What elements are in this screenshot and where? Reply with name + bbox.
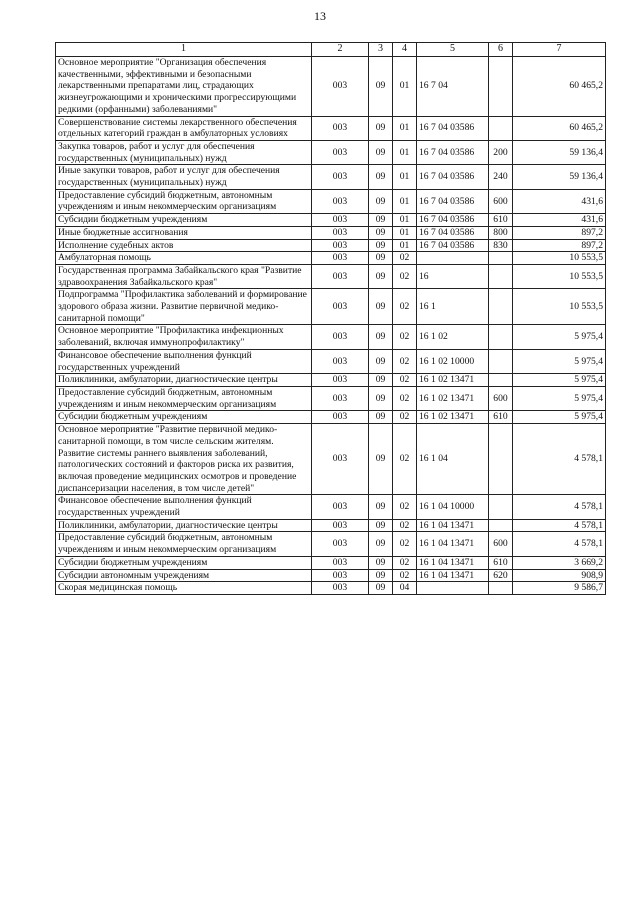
item-name-cell: Поликлиники, амбулатории, диагностические центры xyxy=(56,374,312,387)
admin-code-cell: 003 xyxy=(312,386,369,410)
section-cell: 09 xyxy=(369,289,393,325)
target-article-cell: 16 7 04 03586 xyxy=(417,165,489,189)
admin-code-cell: 003 xyxy=(312,214,369,227)
column-header: 4 xyxy=(393,43,417,57)
section-cell: 09 xyxy=(369,582,393,595)
subsection-cell: 02 xyxy=(393,532,417,556)
section-cell: 09 xyxy=(369,140,393,164)
section-cell: 09 xyxy=(369,569,393,582)
target-article-cell xyxy=(417,582,489,595)
subsection-cell: 01 xyxy=(393,239,417,252)
admin-code-cell: 003 xyxy=(312,252,369,265)
admin-code-cell: 003 xyxy=(312,239,369,252)
column-header: 3 xyxy=(369,43,393,57)
target-article-cell: 16 1 04 13471 xyxy=(417,519,489,532)
subsection-cell: 02 xyxy=(393,556,417,569)
subsection-cell: 02 xyxy=(393,289,417,325)
admin-code-cell: 003 xyxy=(312,495,369,519)
amount-cell: 5 975,4 xyxy=(513,411,606,424)
admin-code-cell: 003 xyxy=(312,569,369,582)
section-cell: 09 xyxy=(369,325,393,349)
table-body xyxy=(56,57,606,595)
target-article-cell: 16 7 04 03586 xyxy=(417,226,489,239)
amount-cell: 897,2 xyxy=(513,239,606,252)
admin-code-cell: 003 xyxy=(312,189,369,213)
target-article-cell: 16 1 02 10000 xyxy=(417,349,489,373)
section-cell: 09 xyxy=(369,189,393,213)
table-row xyxy=(56,116,606,140)
item-name-cell: Финансовое обеспечение выполнения функций государственных учреждений xyxy=(56,349,312,373)
target-article-cell: 16 1 02 xyxy=(417,325,489,349)
expense-type-cell: 800 xyxy=(489,226,513,239)
section-cell: 09 xyxy=(369,239,393,252)
expense-type-cell xyxy=(489,57,513,117)
admin-code-cell: 003 xyxy=(312,532,369,556)
expense-type-cell xyxy=(489,374,513,387)
target-article-cell: 16 7 04 03586 xyxy=(417,214,489,227)
amount-cell: 3 669,2 xyxy=(513,556,606,569)
expense-type-cell xyxy=(489,325,513,349)
amount-cell: 4 578,1 xyxy=(513,519,606,532)
subsection-cell: 02 xyxy=(393,374,417,387)
section-cell: 09 xyxy=(369,424,393,495)
column-header: 5 xyxy=(417,43,489,57)
item-name-cell: Государственная программа Забайкальского края "Развитие здравоохранения Забайкальского края" xyxy=(56,264,312,288)
target-article-cell: 16 7 04 03586 xyxy=(417,116,489,140)
subsection-cell: 02 xyxy=(393,349,417,373)
section-cell: 09 xyxy=(369,556,393,569)
item-name-cell: Предоставление субсидий бюджетным, автономным учреждениям и иным некоммерческим организациям xyxy=(56,532,312,556)
item-name-cell: Основное мероприятие "Развитие первичной медико-санитарной помощи, в том числе сельским жителям. Развитие системы раннего выявления заболеваний, патологических состояний и факторов риска их развития, включая проведение медицинских осмотров и проведение диспансеризации населения, в том числе детей" xyxy=(56,424,312,495)
subsection-cell: 02 xyxy=(393,264,417,288)
target-article-cell: 16 1 04 10000 xyxy=(417,495,489,519)
amount-cell: 60 465,2 xyxy=(513,116,606,140)
admin-code-cell: 003 xyxy=(312,374,369,387)
amount-cell: 5 975,4 xyxy=(513,325,606,349)
subsection-cell: 02 xyxy=(393,519,417,532)
expense-type-cell: 830 xyxy=(489,239,513,252)
subsection-cell: 02 xyxy=(393,411,417,424)
table-row xyxy=(56,424,606,495)
expense-type-cell: 610 xyxy=(489,214,513,227)
expense-type-cell: 600 xyxy=(489,386,513,410)
amount-cell: 431,6 xyxy=(513,189,606,213)
section-cell: 09 xyxy=(369,349,393,373)
amount-cell: 10 553,5 xyxy=(513,289,606,325)
admin-code-cell: 003 xyxy=(312,582,369,595)
section-cell: 09 xyxy=(369,411,393,424)
table-row xyxy=(56,374,606,387)
table-row xyxy=(56,264,606,288)
section-cell: 09 xyxy=(369,532,393,556)
item-name-cell: Скорая медицинская помощь xyxy=(56,582,312,595)
subsection-cell: 04 xyxy=(393,582,417,595)
section-cell: 09 xyxy=(369,386,393,410)
table-row xyxy=(56,289,606,325)
subsection-cell: 01 xyxy=(393,165,417,189)
column-header: 2 xyxy=(312,43,369,57)
amount-cell: 5 975,4 xyxy=(513,349,606,373)
subsection-cell: 01 xyxy=(393,226,417,239)
table-row xyxy=(56,569,606,582)
item-name-cell: Иные закупки товаров, работ и услуг для обеспечения государственных (муниципальных) нужд xyxy=(56,165,312,189)
admin-code-cell: 003 xyxy=(312,57,369,117)
subsection-cell: 02 xyxy=(393,424,417,495)
expense-type-cell xyxy=(489,349,513,373)
expense-type-cell: 610 xyxy=(489,411,513,424)
item-name-cell: Основное мероприятие "Профилактика инфекционных заболеваний, включая иммунопрофилактику" xyxy=(56,325,312,349)
subsection-cell: 02 xyxy=(393,252,417,265)
amount-cell: 60 465,2 xyxy=(513,57,606,117)
item-name-cell: Субсидии бюджетным учреждениям xyxy=(56,411,312,424)
admin-code-cell: 003 xyxy=(312,325,369,349)
section-cell: 09 xyxy=(369,252,393,265)
table-row xyxy=(56,495,606,519)
table-row xyxy=(56,57,606,117)
amount-cell: 10 553,5 xyxy=(513,252,606,265)
expense-type-cell xyxy=(489,519,513,532)
admin-code-cell: 003 xyxy=(312,424,369,495)
section-cell: 09 xyxy=(369,165,393,189)
item-name-cell: Субсидии бюджетным учреждениям xyxy=(56,214,312,227)
target-article-cell: 16 1 02 13471 xyxy=(417,374,489,387)
target-article-cell: 16 1 04 13471 xyxy=(417,569,489,582)
expense-type-cell: 610 xyxy=(489,556,513,569)
expense-type-cell xyxy=(489,252,513,265)
admin-code-cell: 003 xyxy=(312,264,369,288)
admin-code-cell: 003 xyxy=(312,519,369,532)
table-header xyxy=(56,43,606,57)
item-name-cell: Исполнение судебных актов xyxy=(56,239,312,252)
expense-type-cell: 620 xyxy=(489,569,513,582)
subsection-cell: 02 xyxy=(393,495,417,519)
admin-code-cell: 003 xyxy=(312,165,369,189)
expense-type-cell xyxy=(489,424,513,495)
column-header: 1 xyxy=(56,43,312,57)
table-row xyxy=(56,519,606,532)
column-header: 6 xyxy=(489,43,513,57)
table-row xyxy=(56,252,606,265)
item-name-cell: Финансовое обеспечение выполнения функций государственных учреждений xyxy=(56,495,312,519)
target-article-cell xyxy=(417,252,489,265)
amount-cell: 5 975,4 xyxy=(513,374,606,387)
admin-code-cell: 003 xyxy=(312,556,369,569)
table-row xyxy=(56,165,606,189)
section-cell: 09 xyxy=(369,116,393,140)
amount-cell: 4 578,1 xyxy=(513,532,606,556)
table-row xyxy=(56,349,606,373)
subsection-cell: 02 xyxy=(393,386,417,410)
item-name-cell: Субсидии бюджетным учреждениям xyxy=(56,556,312,569)
subsection-cell: 01 xyxy=(393,189,417,213)
item-name-cell: Предоставление субсидий бюджетным, автономным учреждениям и иным некоммерческим организациям xyxy=(56,386,312,410)
expense-type-cell xyxy=(489,116,513,140)
amount-cell: 9 586,7 xyxy=(513,582,606,595)
amount-cell: 5 975,4 xyxy=(513,386,606,410)
item-name-cell: Поликлиники, амбулатории, диагностические центры xyxy=(56,519,312,532)
admin-code-cell: 003 xyxy=(312,289,369,325)
amount-cell: 59 136,4 xyxy=(513,140,606,164)
table-row xyxy=(56,140,606,164)
target-article-cell: 16 1 04 13471 xyxy=(417,532,489,556)
table-row xyxy=(56,325,606,349)
section-cell: 09 xyxy=(369,374,393,387)
amount-cell: 431,6 xyxy=(513,214,606,227)
target-article-cell: 16 1 02 13471 xyxy=(417,386,489,410)
table-row xyxy=(56,226,606,239)
section-cell: 09 xyxy=(369,264,393,288)
item-name-cell: Иные бюджетные ассигнования xyxy=(56,226,312,239)
admin-code-cell: 003 xyxy=(312,140,369,164)
table-row xyxy=(56,411,606,424)
section-cell: 09 xyxy=(369,214,393,227)
expense-type-cell: 600 xyxy=(489,532,513,556)
table-row xyxy=(56,582,606,595)
expense-type-cell xyxy=(489,495,513,519)
subsection-cell: 01 xyxy=(393,214,417,227)
admin-code-cell: 003 xyxy=(312,226,369,239)
item-name-cell: Закупка товаров, работ и услуг для обеспечения государственных (муниципальных) нужд xyxy=(56,140,312,164)
column-header: 7 xyxy=(513,43,606,57)
table-row xyxy=(56,532,606,556)
subsection-cell: 02 xyxy=(393,325,417,349)
item-name-cell: Совершенствование системы лекарственного обеспечения отдельных категорий граждан в амбулаторных условиях xyxy=(56,116,312,140)
admin-code-cell: 003 xyxy=(312,349,369,373)
admin-code-cell: 003 xyxy=(312,116,369,140)
item-name-cell: Предоставление субсидий бюджетным, автономным учреждениям и иным некоммерческим организациям xyxy=(56,189,312,213)
subsection-cell: 02 xyxy=(393,569,417,582)
amount-cell: 10 553,5 xyxy=(513,264,606,288)
table-row xyxy=(56,386,606,410)
budget-table xyxy=(55,42,606,595)
amount-cell: 59 136,4 xyxy=(513,165,606,189)
target-article-cell: 16 7 04 03586 xyxy=(417,239,489,252)
subsection-cell: 01 xyxy=(393,140,417,164)
item-name-cell: Амбулаторная помощь xyxy=(56,252,312,265)
section-cell: 09 xyxy=(369,519,393,532)
amount-cell: 897,2 xyxy=(513,226,606,239)
expense-type-cell xyxy=(489,264,513,288)
admin-code-cell: 003 xyxy=(312,411,369,424)
amount-cell: 4 578,1 xyxy=(513,424,606,495)
expense-type-cell: 240 xyxy=(489,165,513,189)
target-article-cell: 16 1 04 xyxy=(417,424,489,495)
item-name-cell: Основное мероприятие "Организация обеспечения качественными, эффективными и безопасными лекарственными препаратами лиц, страдающих жизнеугрожающими и хроническими прогрессирующими редкими (орфанными) заболеваниями" xyxy=(56,57,312,117)
table-row xyxy=(56,239,606,252)
target-article-cell: 16 7 04 03586 xyxy=(417,140,489,164)
target-article-cell: 16 7 04 03586 xyxy=(417,189,489,213)
page-number: 13 xyxy=(314,9,326,23)
table-row xyxy=(56,189,606,213)
target-article-cell: 16 xyxy=(417,264,489,288)
item-name-cell: Субсидии автономным учреждениям xyxy=(56,569,312,582)
target-article-cell: 16 1 02 13471 xyxy=(417,411,489,424)
section-cell: 09 xyxy=(369,495,393,519)
table-row xyxy=(56,556,606,569)
section-cell: 09 xyxy=(369,226,393,239)
expense-type-cell xyxy=(489,289,513,325)
expense-type-cell: 200 xyxy=(489,140,513,164)
subsection-cell: 01 xyxy=(393,57,417,117)
section-cell: 09 xyxy=(369,57,393,117)
subsection-cell: 01 xyxy=(393,116,417,140)
item-name-cell: Подпрограмма "Профилактика заболеваний и формирование здорового образа жизни. Развитие первичной медико-санитарной помощи" xyxy=(56,289,312,325)
target-article-cell: 16 1 04 13471 xyxy=(417,556,489,569)
table-row xyxy=(56,214,606,227)
target-article-cell: 16 1 xyxy=(417,289,489,325)
expense-type-cell: 600 xyxy=(489,189,513,213)
target-article-cell: 16 7 04 xyxy=(417,57,489,117)
amount-cell: 4 578,1 xyxy=(513,495,606,519)
amount-cell: 908,9 xyxy=(513,569,606,582)
expense-type-cell xyxy=(489,582,513,595)
